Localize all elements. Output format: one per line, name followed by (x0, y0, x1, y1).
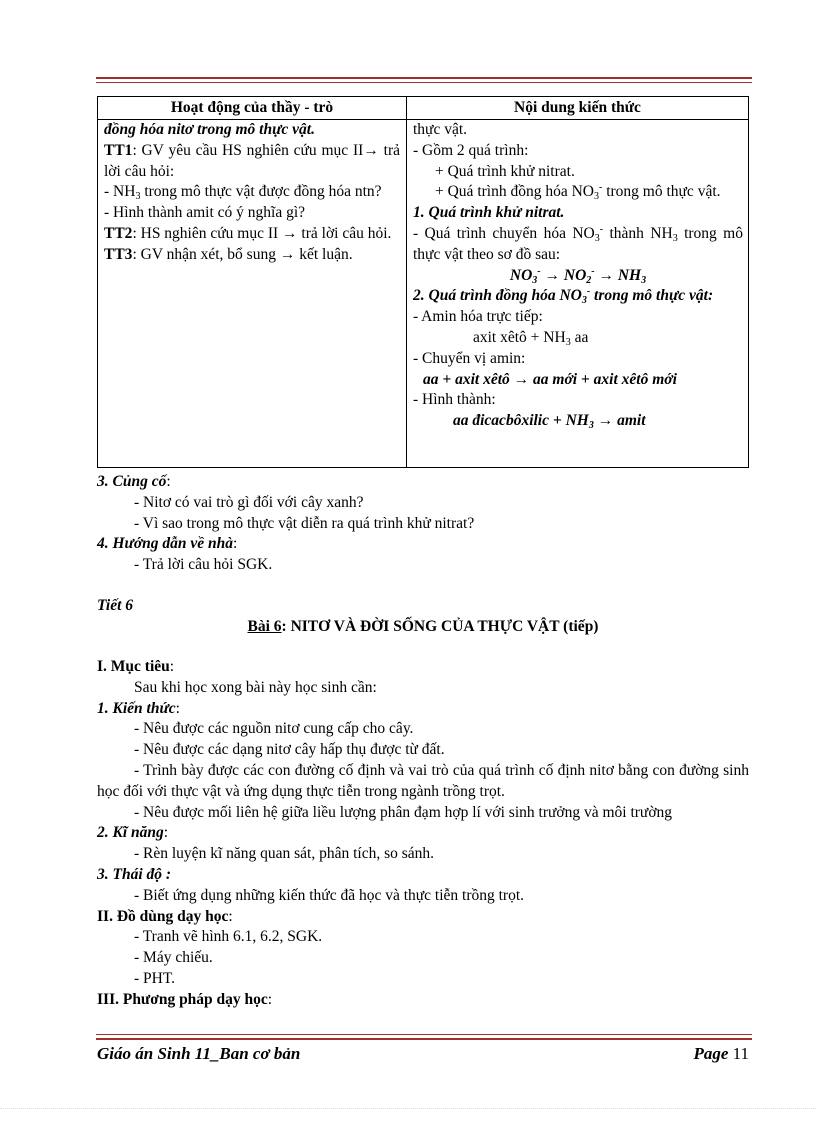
kien-thuc-item-2: - Nêu được các dạng nitơ cây hấp thụ được từ đất. (134, 741, 445, 759)
muc-tieu-intro: Sau khi học xong bài này học sinh cần: (134, 678, 377, 696)
lesson-table (97, 96, 749, 468)
heading-khu-nitrat: 1. Quá trình khử nitrat. (413, 204, 565, 222)
tt2-paragraph: TT2: HS nghiên cứu mục II → trả lời câu hỏi. (104, 224, 392, 242)
bottom-rule (96, 1034, 752, 1035)
right-line-4: + Quá trình đồng hóa $NO_3^-$ trong mô thực vật. (435, 182, 721, 203)
thai-do-item-1: - Biết ứng dụng những kiến thức đã học và thực tiễn trồng trọt. (134, 886, 525, 904)
table-left-column (104, 120, 400, 266)
right-line-5: - Quá trình chuyển hóa $NO_3^-$ thành $NH_3$ trong mô thực vật theo sơ đồ sau: (413, 223, 743, 263)
table-right-column (413, 120, 743, 432)
formula-2: aa + axit xêtô → aa mới + axit xêtô mới (423, 370, 677, 388)
body-section-1 (97, 472, 749, 576)
do-dung-heading: II. Đồ dùng dạy học: (97, 907, 233, 925)
tiet-label: Tiết 6 (97, 597, 134, 614)
kien-thuc-heading: 1. Kiến thức: (97, 699, 180, 717)
top-rule-2 (96, 82, 752, 83)
right-line-3: + Quá trình khử nitrat. (435, 162, 575, 180)
do-dung-item-1: - Tranh vẽ hình 6.1, 6.2, SGK. (134, 928, 323, 946)
left-line-1: đồng hóa nitơ trong mô thực vật. (104, 121, 315, 138)
right-line-2: - Gồm 2 quá trình: (413, 141, 529, 159)
right-line-7: axit xêtô + $NH_3$ aa (473, 328, 589, 348)
right-line-8: - Chuyển vị amin: (413, 349, 526, 367)
bottom-dotted-line (0, 1108, 816, 1109)
tt3-paragraph: TT3: GV nhận xét, bổ sung → kết luận. (104, 245, 353, 263)
question-2: - Hình thành amit có ý nghĩa gì? (104, 204, 306, 222)
kien-thuc-item-1: - Nêu được các nguồn nitơ cung cấp cho cây. (134, 720, 414, 738)
huong-dan-heading: 4. Hướng dẫn về nhà: (97, 535, 238, 553)
kien-thuc-item-4: - Nêu được mối liên hệ giữa liều lượng phân đạm hợp lí với sinh trưởng và môi trường (134, 803, 673, 821)
do-dung-item-2: - Máy chiếu. (134, 949, 213, 967)
cung-co-item-1: - Nitơ có vai trò gì đối với cây xanh? (134, 493, 364, 511)
cung-co-heading: 3. Củng cố: (97, 473, 171, 490)
ki-nang-item-1: - Rèn luyện kĩ năng quan sát, phân tích, so sánh. (134, 845, 435, 863)
ki-nang-heading: 2. Kĩ năng: (97, 824, 169, 842)
lesson-title: Bài 6: NITƠ VÀ ĐỜI SỐNG CỦA THỰC VẬT (tiếp) (247, 618, 599, 635)
muc-tieu-heading: I. Mục tiêu: (97, 658, 175, 675)
heading-dong-hoa: 2. Quá trình đồng hóa $NO_3^-$ trong mô thực vật: (413, 286, 714, 307)
table-header-right: Nội dung kiến thức (514, 99, 641, 116)
formula-3: aa đicacbôxilic + $NH_3$ → amit (453, 412, 646, 432)
cung-co-item-2: - Vì sao trong mô thực vật diễn ra quá trình khử nitrat? (134, 514, 475, 532)
right-line-9: - Hình thành: (413, 391, 496, 409)
bottom-rule-2 (96, 1038, 752, 1040)
table-header-left: Hoạt động của thầy - trò (170, 99, 334, 116)
phuong-phap-heading: III. Phương pháp dạy học: (97, 990, 273, 1008)
huong-dan-item-1: - Trả lời câu hỏi SGK. (134, 556, 273, 574)
formula-1: $NO_3^- \to NO_2^- \to NH_3$ (509, 265, 647, 286)
do-dung-item-3: - PHT. (134, 969, 176, 987)
footer-title: Giáo án Sinh 11_Ban cơ bản (97, 1044, 301, 1063)
question-1: - $NH_3$ trong mô thực vật được đồng hóa ntn? (104, 183, 382, 203)
page-number: Page 11 (693, 1044, 749, 1063)
kien-thuc-item-3: - Trình bày được các con đường cố định và vai trò của quá trình cố định nitơ bằng con đường sinh học đối với thực vật và ứng dụng thực tiễn trong ngành trồng trọt. (97, 761, 749, 800)
thai-do-heading: 3. Thái độ : (97, 865, 172, 883)
right-line-6: - Amin hóa trực tiếp: (413, 308, 543, 326)
table-column-divider (406, 97, 407, 467)
body-section-2 (97, 657, 749, 1011)
right-line-1: thực vật. (413, 121, 468, 138)
top-rule (96, 77, 752, 79)
tt1-paragraph: TT1: GV yêu cầu HS nghiên cứu mục II→ trả lời câu hỏi: (104, 141, 400, 180)
